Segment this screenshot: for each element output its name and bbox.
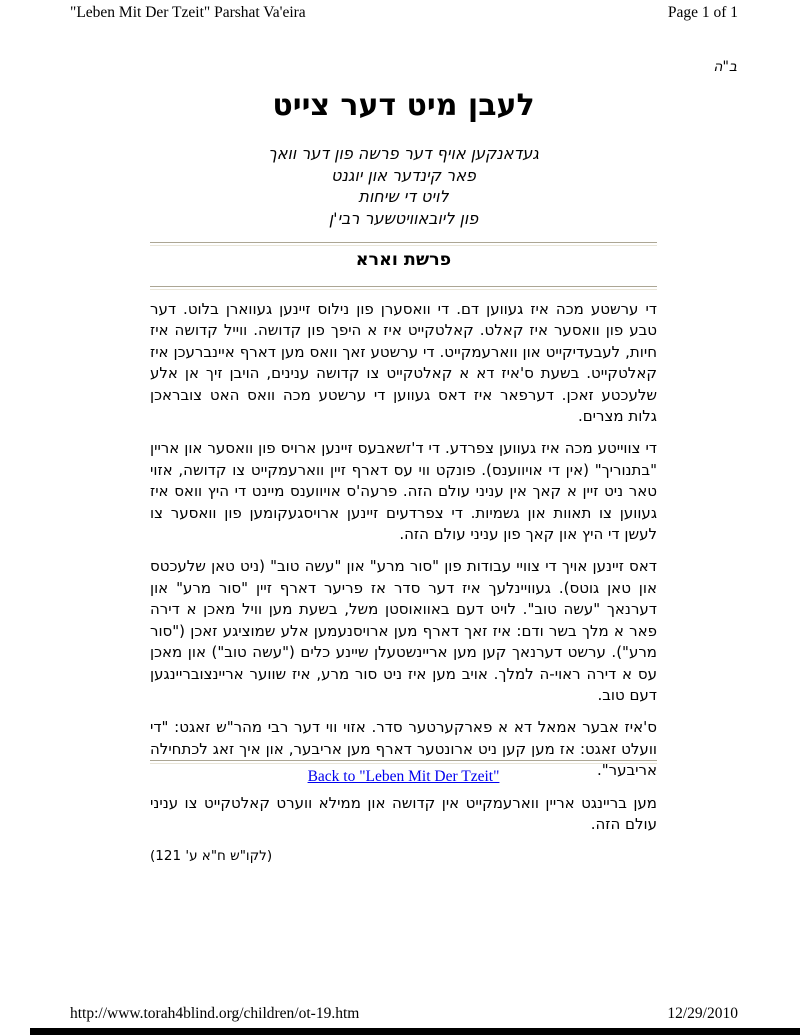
- bh-mark: ב"ה: [713, 59, 737, 75]
- horizontal-divider: [150, 760, 657, 764]
- back-link-row: [150, 766, 657, 786]
- scan-edge-bar: [30, 1028, 800, 1035]
- print-header: [70, 4, 738, 22]
- subtitle-block: [150, 143, 657, 229]
- print-footer-url: http://www.torah4blind.org/children/ot-19.htm: [70, 1005, 360, 1022]
- subtitle-line: לויט די שיחות: [358, 187, 449, 206]
- subtitle-line: פון ליובאוויטשער רבי'ן: [328, 208, 479, 228]
- page-title: לעבן מיט דער צייט: [272, 88, 535, 123]
- subtitle-line: פאר קינדער און יוגנט: [331, 165, 476, 185]
- print-header-document-title: "Leben Mit Der Tzeit" Parshat Va'eira: [70, 4, 306, 21]
- subtitle-line: געדאנקען אויף דער פרשה פון דער וואך: [268, 144, 539, 163]
- section-title: פרשת וארא: [355, 250, 452, 270]
- print-header-page-number: Page 1 of 1: [667, 4, 738, 21]
- print-footer: [70, 1005, 738, 1023]
- paragraph: ס'איז אבער אמאל דא א פארקערטער סדר. אזוי ווי דער רבי מהר"ש זאגט: "די וועלט זאגט: אז מען קען ניט ארונטער דארף מען אריבער, און איך זאג לכתחילה אריבער".: [150, 718, 657, 780]
- paragraph: די צווייטע מכה איז געווען צפרדע. די ד'זשאבעס זיינען ארויס פון וואסער און אריין "בתנוריך" (אין די אויווענס). פונקט ווי עס דארף זיין ווארעמקייט צו קדושה, אזוי טאר ניט זיין א קאך אין עניני עולם הזה. פרעה'ס אויווענס מיינט די היץ וואס איז געווען צו תאוות און גשמיות. די צפרדעים זיינען ארויסגעקומען פון וואסער צו לעשן די היץ און קאך פון עניני עולם הזה.: [150, 439, 657, 544]
- source-citation: (לקו"ש ח"א ע' 121): [150, 848, 273, 865]
- paragraph: די ערשטע מכה איז געווען דם. די וואסערן פון נילוס זיינען געווארן בלוט. דער טבע פון וואסער איז קאלט. קאלטקייט איז א היפך פון קדושה. ווייל קדושה איז חיות, לעבעדיקייט און ווארעמקייט. די ערשטע זאך וואס מען דארף איינברעכן איז קאלטקייט. בשעת ס'איז דא א קאלטקייט צו קדושה ענינים, הויבן זיך אן אלע שלעכטע זאכן. דערפאר איז דאס געווען די ערשטע מכה וואס האט צובראכן גלות מצרים.: [150, 300, 657, 426]
- back-link[interactable]: Back to "Leben Mit Der Tzeit": [307, 768, 500, 785]
- paragraph: מען בריינגט אריין ווארעמקייט אין קדושה און ממילא ווערט קאלטקייט צו עניני עולם הזה.: [150, 793, 657, 833]
- print-footer-date: 12/29/2010: [667, 1005, 738, 1022]
- paragraph: דאס זיינען אויך די צוויי עבודות פון "סור מרע" און "עשה טוב" (ניט טאן שלעכטס און טאן גוטס). געוויינלעך איז דער סדר אז פריער דארף זיין "סור מרע" און דערנאך "עשה טוב". לויט דעם באוואוסטן משל, בשעת מען וויל מאכן א דירה פאר א מלך בשר ודם: איז זאך דארף מען ארויסנעמען אלע שמוציגע זאכן ("סור מרע"). ערשט דערנאך קען מען אריינשטעלן שיינע כלים ("עשה טוב") און מאכן עס א דירה ראוי-ה למלך. אויב מען איז ניט סור מרע, איז שווער אריינצובריינגען דעם טוב.: [150, 557, 657, 704]
- horizontal-divider: [150, 242, 657, 246]
- horizontal-divider: [150, 286, 657, 290]
